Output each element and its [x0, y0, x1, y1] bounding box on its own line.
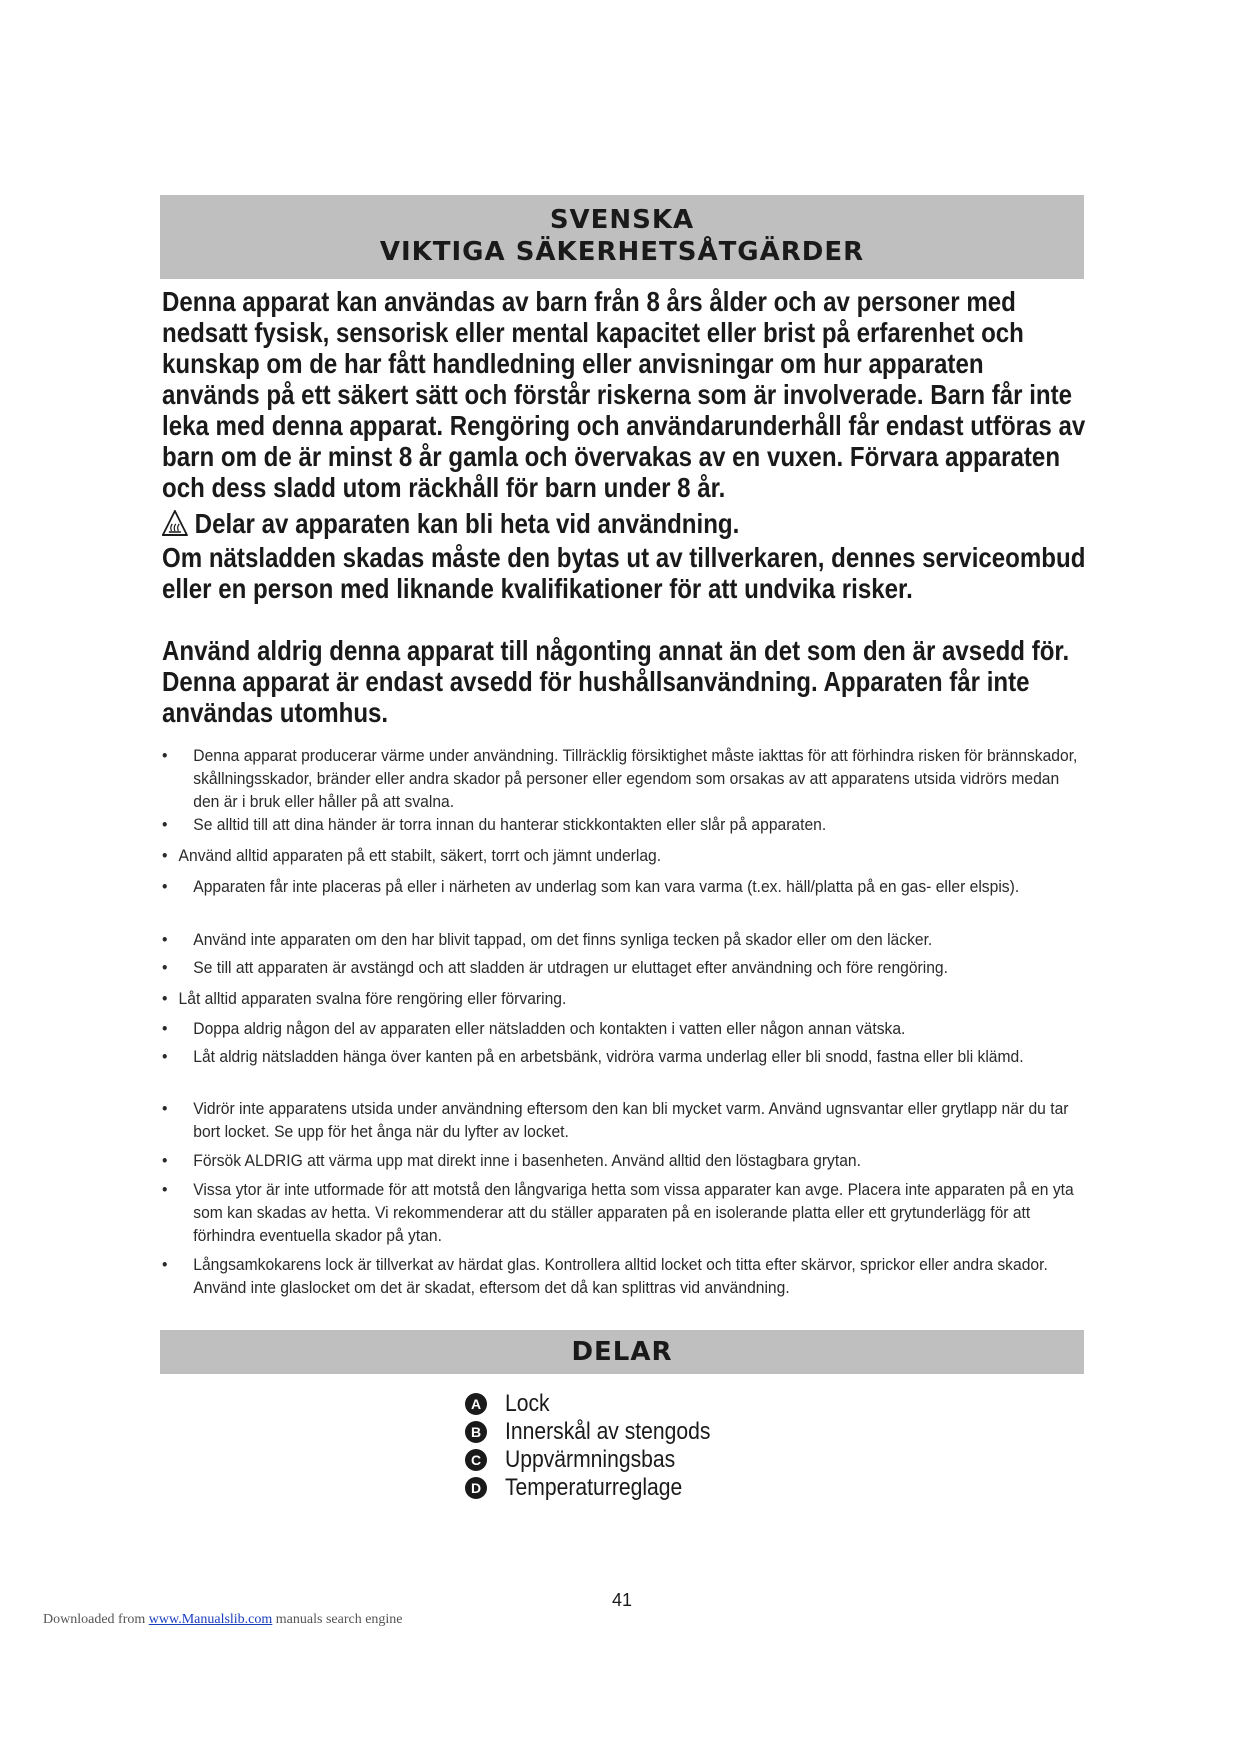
power-cord-paragraph: Om nätsladden skadas måste den bytas ut av tillverkaren, dennes serviceombud eller en person med liknande kvalifikationer för att undvika risker. — [162, 542, 1086, 604]
intended-use-paragraph: Använd aldrig denna apparat till någonting annat än det som den är avsedd för. Denna apparat är endast avsedd för hushållsanvändning. Apparaten får inte användas utomhus. — [162, 635, 1070, 728]
children-warning-paragraph: Denna apparat kan användas av barn från 8 års ålder och av personer med nedsatt fysisk, sensorisk eller mental kapacitet eller brist på erfarenhet och kunskap om de har fått handledning eller anvisningar om hur apparaten används på ett säkert sätt och förstår riskerna som är involverade. Barn får inte leka med denna apparat. Rengöring och användarunderhåll får endast utföras av barn om de är minst 8 år gamla och övervakas av en vuxen. Förvara apparaten och dess sladd utom räckhåll för barn under 8 år. — [162, 286, 1086, 503]
main-warnings — [162, 286, 1086, 731]
list-item: • Vissa ytor är inte utformade för att motstå den långvariga hetta som vissa apparater kan avge. Placera inte apparaten på en yta som kan skadas av hetta. Vi rekommenderar att du ställer apparaten på en isolerande platta eller ett grytunderlägg för att förhindra eventuella skador på ytan. — [162, 1180, 1074, 1245]
hot-parts-warning — [162, 504, 1087, 542]
part-item-a — [465, 1390, 738, 1418]
list-item: • Försök ALDRIG att värma upp mat direkt inne i basenheten. Använd alltid den löstagbara grytan. — [162, 1151, 861, 1170]
letter-d-badge-icon: D — [465, 1477, 487, 1499]
part-item-d — [465, 1474, 738, 1502]
part-item-b — [465, 1418, 738, 1446]
list-item: • Låt alltid apparaten svalna före rengöring eller förvaring. — [162, 989, 567, 1008]
download-footer — [43, 1612, 403, 1628]
manualslib-link[interactable]: www.Manualslib.com — [148, 1612, 273, 1627]
part-label: Innerskål av stengods — [505, 1418, 711, 1445]
language-heading: SVENSKA — [549, 205, 695, 235]
part-label: Uppvärmningsbas — [505, 1446, 676, 1473]
safety-bullet-list — [162, 744, 1092, 1305]
parts-list — [465, 1390, 738, 1502]
letter-a-badge-icon: A — [465, 1393, 487, 1415]
list-item: • Denna apparat producerar värme under användning. Tillräcklig försiktighet måste iakttas för att förhindra risken för brännskador, skållningsskador, bränder eller andra skador på personer eller egendom som orsakas av att apparatens utsida vidrörs medan den är i bruk eller håller på att svalna. — [162, 746, 1078, 811]
parts-section-header: DELAR — [160, 1330, 1084, 1374]
list-item: • Använd alltid apparaten på ett stabilt, säkert, torrt och jämnt underlag. — [162, 846, 662, 865]
hot-parts-text: Delar av apparaten kan bli heta vid användning. — [194, 507, 740, 539]
list-item: • Doppa aldrig någon del av apparaten eller nätsladden och kontakten i vatten eller någon annan vätska. — [162, 1019, 906, 1038]
letter-b-badge-icon: B — [465, 1421, 487, 1443]
list-item: • Apparaten får inte placeras på eller i närheten av underlag som kan vara varma (t.ex. häll/platta på en gas- eller elspis). — [162, 877, 1020, 896]
hot-surface-warning-icon — [162, 510, 188, 536]
part-item-c — [465, 1446, 738, 1474]
list-item: • Långsamkokarens lock är tillverkat av härdat glas. Kontrollera alltid locket och titta efter skärvor, sprickor eller andra skador. Använd inte glaslocket om det är skadat, eftersom det då kan splittras vid användning. — [162, 1255, 1048, 1297]
list-item: • Använd inte apparaten om den har blivit tappad, om det finns synliga tecken på skador eller om den läcker. — [162, 930, 933, 949]
list-item: • Se till att apparaten är avstängd och att sladden är utdragen ur eluttaget efter användning och före rengöring. — [162, 958, 948, 977]
page-number: 41 — [612, 1590, 633, 1610]
footer-suffix: manuals search engine — [275, 1612, 403, 1627]
list-item: • Vidrör inte apparatens utsida under användning eftersom den kan bli mycket varm. Använd ugnsvantar eller grytlapp när du tar bort locket. Se upp för het ånga när du lyfter av locket. — [162, 1099, 1069, 1141]
part-label: Temperaturreglage — [505, 1474, 683, 1501]
section-header — [160, 195, 1084, 279]
safety-title: VIKTIGA SÄKERHETSÅTGÄRDER — [379, 237, 865, 267]
part-label: Lock — [505, 1390, 550, 1417]
footer-prefix: Downloaded from — [43, 1612, 146, 1627]
letter-c-badge-icon: C — [465, 1449, 487, 1471]
list-item: • Låt aldrig nätsladden hänga över kanten på en arbetsbänk, vidröra varma underlag eller bli snodd, fastna eller bli klämd. — [162, 1047, 1024, 1066]
list-item: • Se alltid till att dina händer är torra innan du hanterar stickkontakten eller slår på apparaten. — [162, 815, 827, 834]
